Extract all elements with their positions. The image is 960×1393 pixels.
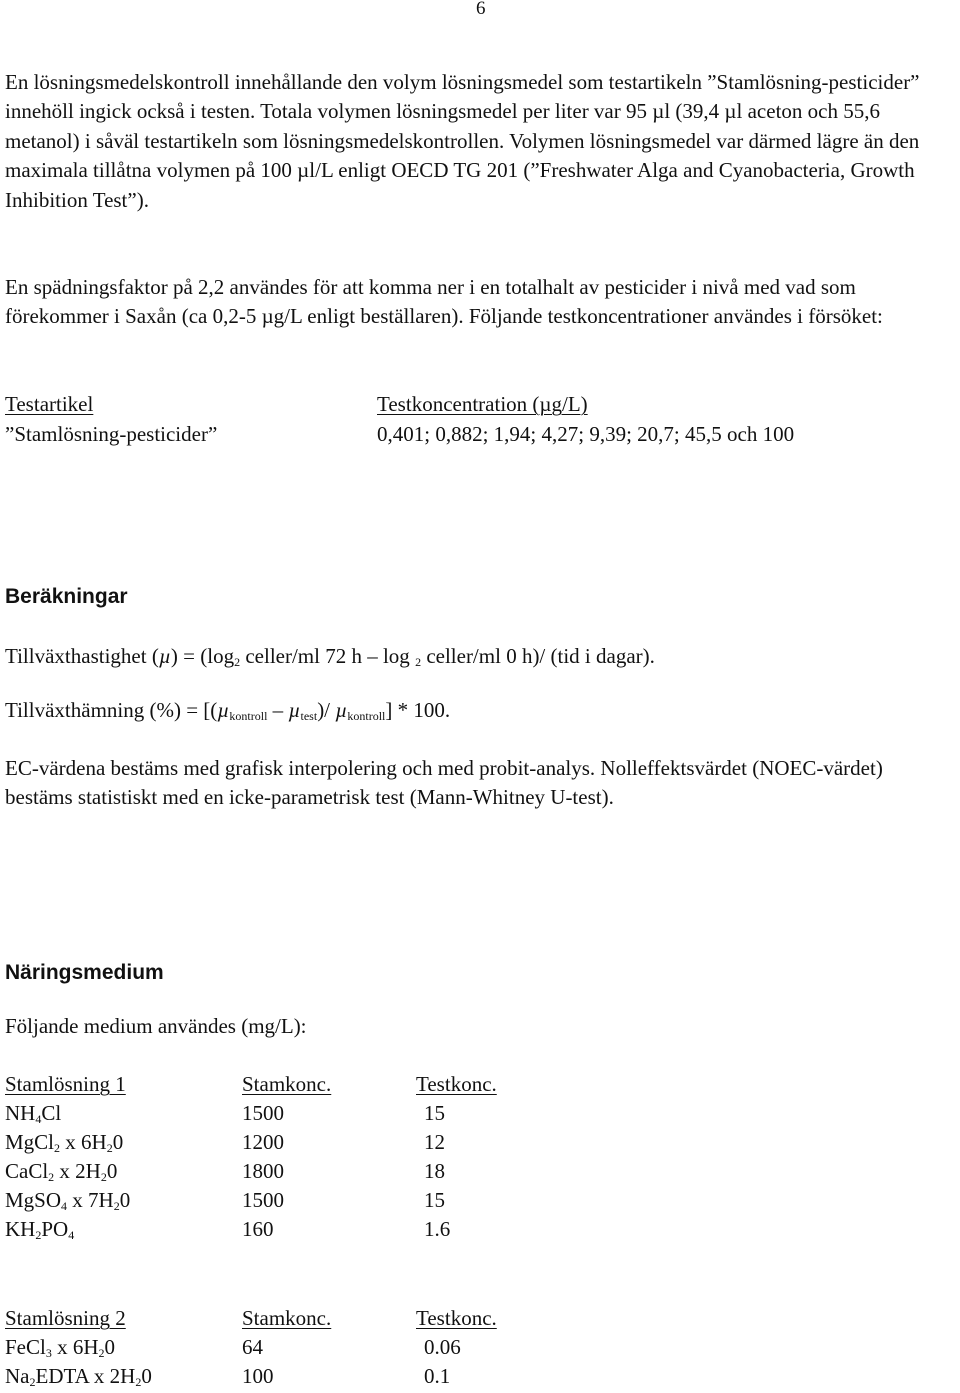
formula-growth-inhibition	[5, 696, 450, 725]
stamkonc-value: 64	[242, 1335, 263, 1359]
header-testkoncentration: Testkoncentration (µg/L)	[377, 392, 588, 416]
header-testkonc: Testkonc.	[416, 1072, 497, 1096]
stamkonc-value: 1800	[242, 1159, 284, 1183]
stamkonc-value: 1200	[242, 1130, 284, 1154]
testkonc-value: 15	[424, 1101, 445, 1125]
header-testkonc: Testkonc.	[416, 1306, 497, 1330]
formula2-part-d: ] * 100.	[385, 698, 451, 722]
stamkonc-value: 1500	[242, 1188, 284, 1212]
stamkonc-value: 100	[242, 1364, 274, 1388]
heading-berakningar: Beräkningar	[5, 585, 128, 608]
formula-growth-rate	[5, 642, 655, 671]
mu-symbol: µ	[335, 698, 348, 722]
heading-naringsmedium: Näringsmedium	[5, 961, 164, 984]
page-number: 6	[476, 0, 486, 19]
subscript-kontroll: kontroll	[347, 709, 386, 723]
medium-intro: Följande medium användes (mg/L):	[5, 1014, 307, 1038]
formula1-part-d: celler/ml 0 h)/ (tid i dagar).	[421, 644, 655, 668]
table-row	[5, 1099, 950, 1129]
compound-name: CaCl$_2$ x $2H_20$	[5, 1159, 118, 1184]
log-base-subscript: 2	[234, 655, 241, 669]
mu-symbol: µ	[288, 698, 301, 722]
table-row	[5, 1128, 950, 1158]
header-stamlosning-2: Stamlösning 2	[5, 1306, 126, 1330]
stamkonc-value: 1500	[242, 1101, 284, 1125]
subscript-test: test	[300, 709, 318, 723]
testkonc-value: 18	[424, 1159, 445, 1183]
compound-name: MgCl$_2$ x $6H_20$	[5, 1130, 124, 1155]
log-base-subscript: 2	[415, 655, 422, 669]
test-table-header	[5, 390, 950, 420]
formula1-part-a: Tillväxthastighet (	[5, 644, 159, 668]
header-testartikel: Testartikel	[5, 392, 94, 416]
test-concentrations: 0,401; 0,882; 1,94; 4,27; 9,39; 20,7; 45,5 och 100	[377, 422, 795, 446]
compound-name: $Na_2EDTA$ x $2H_20$	[5, 1364, 152, 1389]
stock2-header	[5, 1304, 950, 1334]
formula2-part-a: Tillväxthämning (%) = [(	[5, 698, 218, 722]
compound-name: $KH_2PO_4$	[5, 1217, 75, 1242]
test-article-name: ”Stamlösning-pesticider”	[5, 422, 218, 446]
testkonc-value: 1.6	[424, 1217, 451, 1241]
compound-name: MgSO$_4$ x $7H_20$	[5, 1188, 131, 1213]
mu-symbol: µ	[158, 644, 171, 668]
header-stamlosning-1: Stamlösning 1	[5, 1072, 126, 1096]
table-row	[5, 1157, 950, 1187]
formula2-part-b: –	[267, 698, 289, 722]
stamkonc-value: 160	[242, 1217, 274, 1241]
test-table-row	[5, 420, 950, 450]
stock1-header	[5, 1070, 950, 1100]
paragraph-dilution-factor: En spädningsfaktor på 2,2 användes för att komma ner i en totalhalt av pesticider i nivå med vad som förekommer i Saxån (ca 0,2-5 µg/L enligt beställaren). Följande testkoncentrationer användes i försöket:	[5, 275, 883, 329]
compound-name: $NH_4Cl$	[5, 1101, 62, 1126]
subscript-kontroll: kontroll	[229, 709, 268, 723]
table-row	[5, 1186, 950, 1216]
header-stamkonc: Stamkonc.	[242, 1072, 332, 1096]
testkonc-value: 12	[424, 1130, 445, 1154]
table-row	[5, 1215, 950, 1245]
testkonc-value: 15	[424, 1188, 445, 1212]
testkonc-value: 0.06	[424, 1335, 461, 1359]
table-row	[5, 1333, 950, 1363]
compound-name: FeCl$_3$ x $6H_20$	[5, 1335, 116, 1360]
formula2-part-c: )/	[317, 698, 336, 722]
formula1-part-c: celler/ml 72 h – log	[240, 644, 416, 668]
testkonc-value: 0.1	[424, 1364, 451, 1388]
mu-symbol: µ	[217, 698, 230, 722]
header-stamkonc: Stamkonc.	[242, 1306, 332, 1330]
paragraph-solvent-control: En lösningsmedelskontroll innehållande den volym lösningsmedel som testartikeln ”Stamlösning-pesticider” innehöll ingick också i testen. Totala volymen lösningsmedel per liter var 95 µl (39,4 µl aceton och 55,6 metanol) i såväl testartikeln som lösningsmedelskontrollen. Volymen lösningsmedel var därmed lägre än den maximala tillåtna volymen på 100 µl/L enligt OECD TG 201 (”Freshwater Alga and Cyanobacteria, Growth Inhibition Test”).	[5, 70, 920, 212]
paragraph-ec-noec: EC-värdena bestäms med grafisk interpolering och med probit-analys. Nolleffektsvärdet (NOEC-värdet) bestäms statistiskt med en icke-parametrisk test (Mann-Whitney U-test).	[5, 756, 883, 810]
formula1-part-b: ) = (log	[170, 644, 235, 668]
table-row	[5, 1362, 950, 1392]
